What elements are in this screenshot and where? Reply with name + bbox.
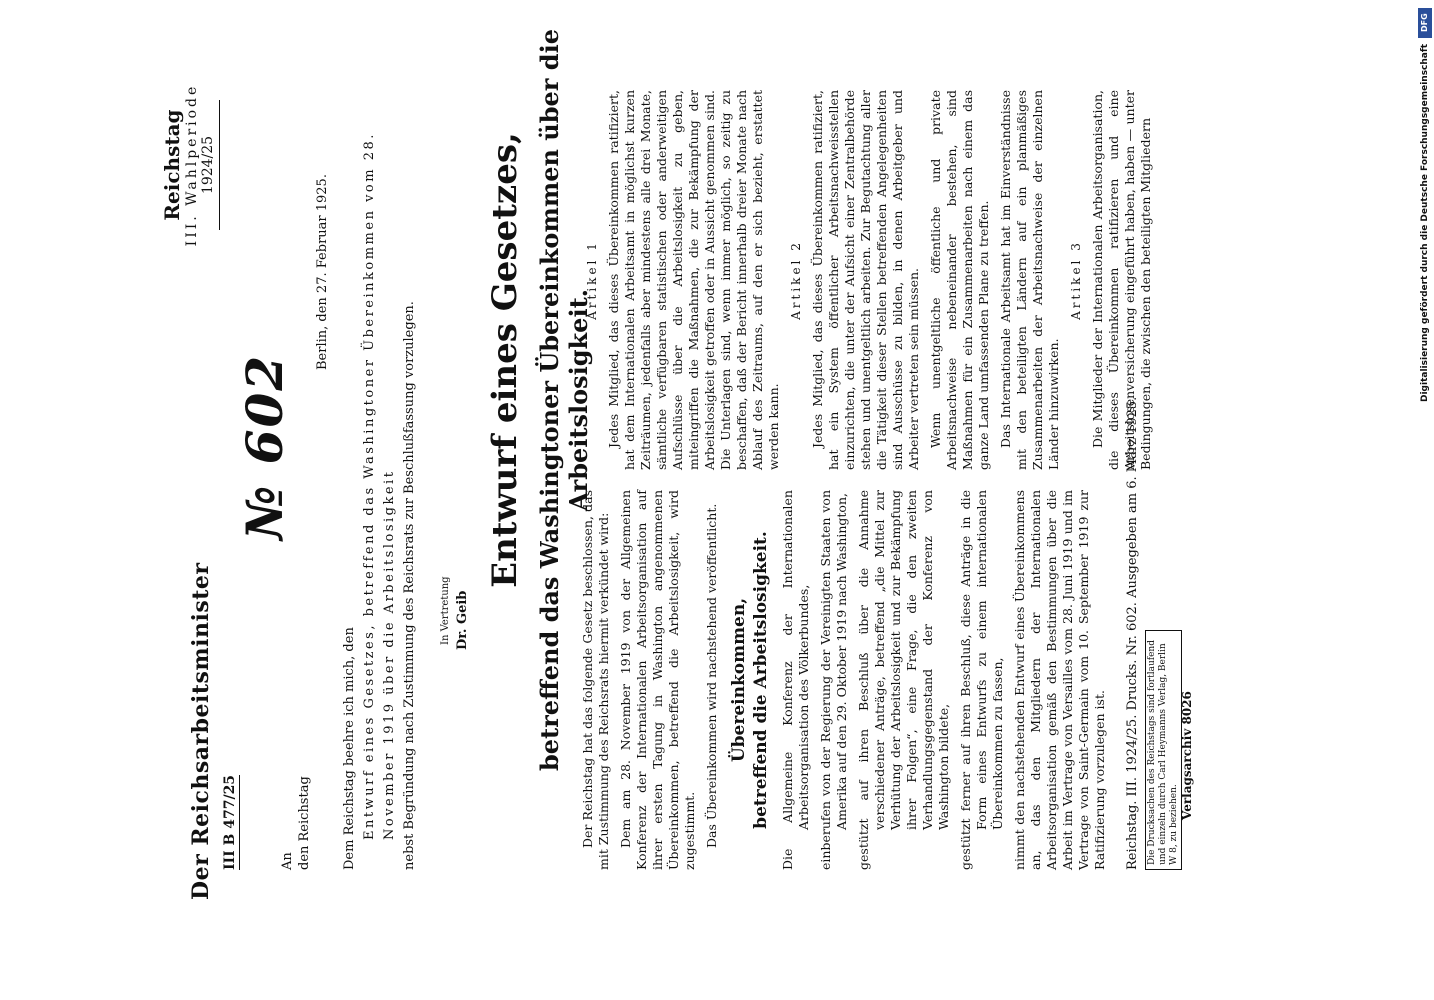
- article-3-text: Die Mitglieder der Internationalen Arbeitsorganisation, die dieses Übereinkommen ratifizieren und eine Arbeitslosenversicherung eingeführt haben, haben — unter Bedingungen, die zwischen den beteiligten Mitgliedern: [1090, 90, 1153, 470]
- convention-heading-line-1: Übereinkommen,: [729, 597, 749, 763]
- reichstag-title: Reichstag: [160, 109, 184, 221]
- representation-label: In Vertretung: [440, 576, 451, 645]
- print-info-line: Reichstag. III. 1924/25. Drucks. Nr. 602. Ausgegeben am 6. März 1925.: [1125, 396, 1140, 870]
- left-column: [580, 490, 1114, 870]
- publisher-note: Die Drucksachen des Reichstags sind fortlaufend und einzeln durch Carl Heymanns Verlag, Berlin W 8, zu beziehen.: [1145, 630, 1182, 870]
- address-line-2: den Reichstag: [297, 776, 312, 870]
- digitization-credit: Digitalisierung gefördert durch die Deutsche Forschungsgemeinschaft: [1420, 43, 1430, 402]
- legislative-period: III. Wahlperiode: [184, 83, 200, 247]
- convention-paragraph-2: einberufen von der Regierung der Vereinigten Staaten von Amerika auf den 29. Oktober 1919 nach Washington,: [818, 490, 849, 870]
- address-line-1: An: [280, 852, 295, 870]
- file-reference: III B 477/25: [222, 774, 238, 870]
- convention-paragraph-4: gestützt ferner auf ihren Beschluß, diese Anträge in die Form eines Entwurfs zu einem internationalen Übereinkommen zu fassen,: [958, 490, 1005, 870]
- dfg-logo: DFG: [1418, 8, 1432, 38]
- digitization-credit-strip: [1418, 8, 1434, 402]
- document-page: [150, 29, 1400, 940]
- document-number: № 602: [235, 353, 294, 540]
- ministry-heading: Der Reichsarbeitsminister: [188, 562, 214, 900]
- letter-closing: nebst Begründung nach Zustimmung des Reichsrats zur Beschlußfassung vorzulegen.: [402, 301, 417, 870]
- draft-subtitle: betreffend das Washingtoner Übereinkommen über die Arbeitslosigkeit.: [535, 29, 593, 771]
- signatory-name: Dr. Geib: [455, 590, 470, 650]
- session-years: 1924/25: [200, 100, 220, 230]
- convention-paragraph-3: gestützt auf ihren Beschluß über die Annahme verschiedener Anträge, betreffend „die Mittel zur Verhütung der Arbeitslosigkeit und zur Bekämpfung ihrer Folgen“, eine Frage, die den zweiten Verhandlungsgegenstand der Konferenz von Washington bildete,: [856, 490, 951, 870]
- convention-heading-line-2: betreffend die Arbeitslosigkeit.: [751, 531, 771, 829]
- convention-paragraph-5: nimmt den nachstehenden Entwurf eines Übereinkommens an, das den Mitgliedern der Internationalen Arbeitsorganisation gemäß den Bestimmungen über die Arbeit im Vertrage von Versailles vom 28. Juni 1919 und im Vertrage von Saint-Germain vom 10. September 1919 zur Ratifizierung vorzulegen ist.: [1012, 490, 1107, 870]
- article-1-heading: Artikel 1: [585, 240, 599, 320]
- draft-paragraph-3: Das Übereinkommen wird nachstehend veröffentlicht.: [704, 503, 719, 848]
- convention-heading: [728, 490, 772, 870]
- article-3-heading: Artikel 3: [1069, 240, 1083, 320]
- letter-intro: Dem Reichstag beehre ich mich, den: [342, 627, 357, 870]
- right-column: [580, 90, 1160, 470]
- draft-paragraph-2: Dem am 28. November 1919 von der Allgemeinen Konferenz der Internationalen Arbeitsorganisation auf ihrer ersten Tagung in Washington angenommenen Übereinkommen, betreffend die Arbeitslosigkeit, wird zugestimmt.: [618, 490, 697, 870]
- archive-number: Verlagsarchiv 8026: [1180, 691, 1194, 820]
- letter-subject: Entwurf eines Gesetzes, betreffend das Washingtoner Übereinkommen vom 28. November 1919 über die Arbeitslosigkeit: [362, 132, 397, 840]
- letter-body: [340, 70, 420, 870]
- article-1-text: Jedes Mitglied, das dieses Übereinkommen ratifiziert, hat dem Internationalen Arbeitsamt in möglichst kurzen Zeiträumen, jedenfalls aber mindestens alle drei Monate, sämtliche verfügbaren statistischen oder anderweitigen Aufschlüsse über die Arbeitslosigkeit zu geben, miteingriffen die Maßnahmen, die zur Bekämpfung der Arbeitslosigkeit getroffen oder in Aussicht genommen sind. Die Unterlagen sind, wenn immer möglich, so zeitig zu beschaffen, daß der Bericht innerhalb dreier Monate nach Ablauf des Zeitraums, auf den er sich bezieht, erstattet werden kann.: [606, 90, 781, 470]
- draft-title: Entwurf eines Gesetzes,: [485, 132, 525, 588]
- convention-paragraph-1: Die Allgemeine Konferenz der Internationalen Arbeitsorganisation des Völkerbundes,: [780, 490, 811, 870]
- article-2-text-2: Wenn unentgeltliche öffentliche und private Arbeitsnachweise nebeneinander bestehen, sind Maßnahmen für ein Zusammenarbeiten nach einem das ganze Land umfassenden Plane zu treffen.: [928, 90, 991, 470]
- article-2-text-3: Das Internationale Arbeitsamt hat im Einverständnisse mit den beteiligten Ländern auf ein planmäßiges Zusammenarbeiten der Arbeitsnachweise der einzelnen Länder hinzuwirken.: [998, 90, 1061, 470]
- letter-date: Berlin, den 27. Februar 1925.: [315, 174, 330, 370]
- article-2-text-1: Jedes Mitglied, das dieses Übereinkommen ratifiziert, hat ein System öffentlicher Arbeitsnachweisstellen einzurichten, die unter der Aufsicht einer Zentralbehörde stehen und unentgeltlich arbeiten. Zur Begutachtung aller die Tätigkeit dieser Stellen betreffenden Angelegenheiten sind Ausschüsse zu bilden, in denen Arbeitgeber und Arbeiter vertreten sein müssen.: [810, 90, 921, 470]
- reichstag-block: [160, 80, 220, 250]
- article-2-heading: Artikel 2: [789, 240, 803, 320]
- draft-paragraph-1: Der Reichstag hat das folgende Gesetz beschlossen, das mit Zustimmung des Reichsrats hiermit verkündet wird:: [580, 490, 611, 870]
